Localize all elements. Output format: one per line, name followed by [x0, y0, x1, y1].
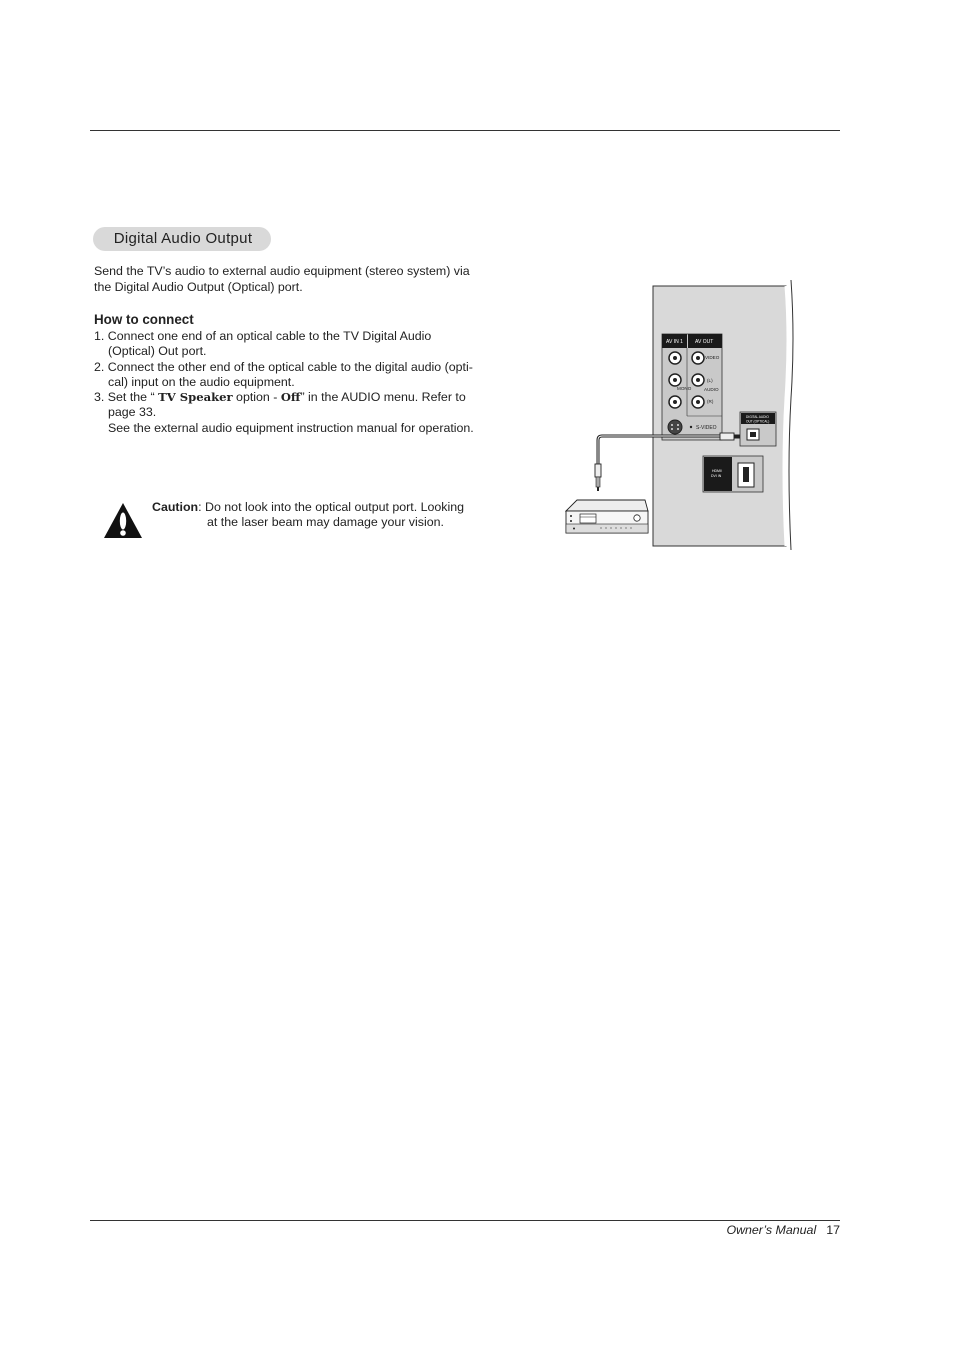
- audio-label: AUDIO: [704, 387, 719, 392]
- step-1-line-2: (Optical) Out port.: [108, 344, 207, 359]
- step-3-line-3: See the external audio equipment instruction manual for operation.: [108, 420, 474, 435]
- digital-audio-out-panel: [740, 412, 776, 446]
- svideo-label: S-VIDEO: [696, 425, 717, 431]
- step-2-line-2: cal) input on the audio equipment.: [108, 374, 295, 389]
- av-jack-panel: [662, 334, 722, 440]
- step-3-line-1: [94, 390, 504, 405]
- digital-out-label-1: DIGITAL AUDIO: [746, 415, 769, 419]
- hdmi-label-2: DVI IN: [711, 474, 722, 478]
- off-value: Off: [280, 390, 301, 405]
- hdmi-label-1: HDMI/: [712, 469, 722, 473]
- steps-list: [94, 329, 504, 436]
- audio-r-label: (R): [707, 399, 714, 404]
- caution-text: [152, 500, 512, 531]
- jack-audio-l-in: [669, 374, 681, 386]
- page-footer: [726, 1223, 840, 1237]
- jack-video-in: [669, 352, 681, 364]
- step-3-line-2: page 33.: [108, 405, 157, 420]
- step-2-line-1: 2. Connect the other end of the optical cable to the digital audio (opti-: [94, 359, 473, 374]
- footer-rule: [90, 1220, 840, 1221]
- step-1-line-1: 1. Connect one end of an optical cable to the TV Digital Audio: [94, 329, 432, 343]
- av-in-label: AV IN 1: [666, 339, 683, 345]
- jack-audio-l-out: [692, 374, 704, 386]
- manual-label: Owner’s Manual: [726, 1223, 817, 1237]
- av-out-label: AV OUT: [695, 339, 714, 345]
- step-3-prefix: 3. Set the “: [94, 390, 159, 405]
- svideo-jack: [668, 420, 682, 434]
- intro-line-2: the Digital Audio Output (Optical) port.: [94, 279, 303, 294]
- digital-out-label-2: OUT (OPTICAL): [746, 419, 770, 424]
- caution-text-1: : Do not look into the optical output port. Looking: [198, 500, 465, 514]
- section-title: Digital Audio Output: [93, 227, 271, 251]
- jack-audio-r-in: [669, 396, 681, 408]
- warning-icon: [103, 502, 143, 539]
- caution-label: Caution: [152, 500, 199, 514]
- header-rule: [90, 130, 840, 131]
- intro-text: [94, 264, 504, 295]
- audio-l-label: (L): [707, 378, 713, 383]
- video-label: VIDEO: [705, 355, 720, 360]
- step-3-mid: option -: [232, 390, 281, 405]
- step-3-suffix: ” in the AUDIO menu. Refer to: [300, 390, 466, 405]
- page-number: 17: [826, 1223, 840, 1237]
- jack-video-out: [692, 352, 704, 364]
- hdmi-panel: [703, 456, 763, 492]
- audio-receiver-device: [566, 500, 648, 533]
- tv-speaker-term: TV Speaker: [158, 390, 233, 405]
- jack-audio-r-out: [692, 396, 704, 408]
- mono-label: MONO: [677, 386, 692, 391]
- connection-diagram: [560, 278, 800, 553]
- how-to-heading: How to connect: [94, 312, 194, 327]
- intro-line-1: Send the TV’s audio to external audio equipment (stereo system) via: [94, 264, 470, 278]
- caution-line-1: [152, 500, 512, 515]
- caution-line-2: at the laser beam may damage your vision.: [207, 515, 444, 530]
